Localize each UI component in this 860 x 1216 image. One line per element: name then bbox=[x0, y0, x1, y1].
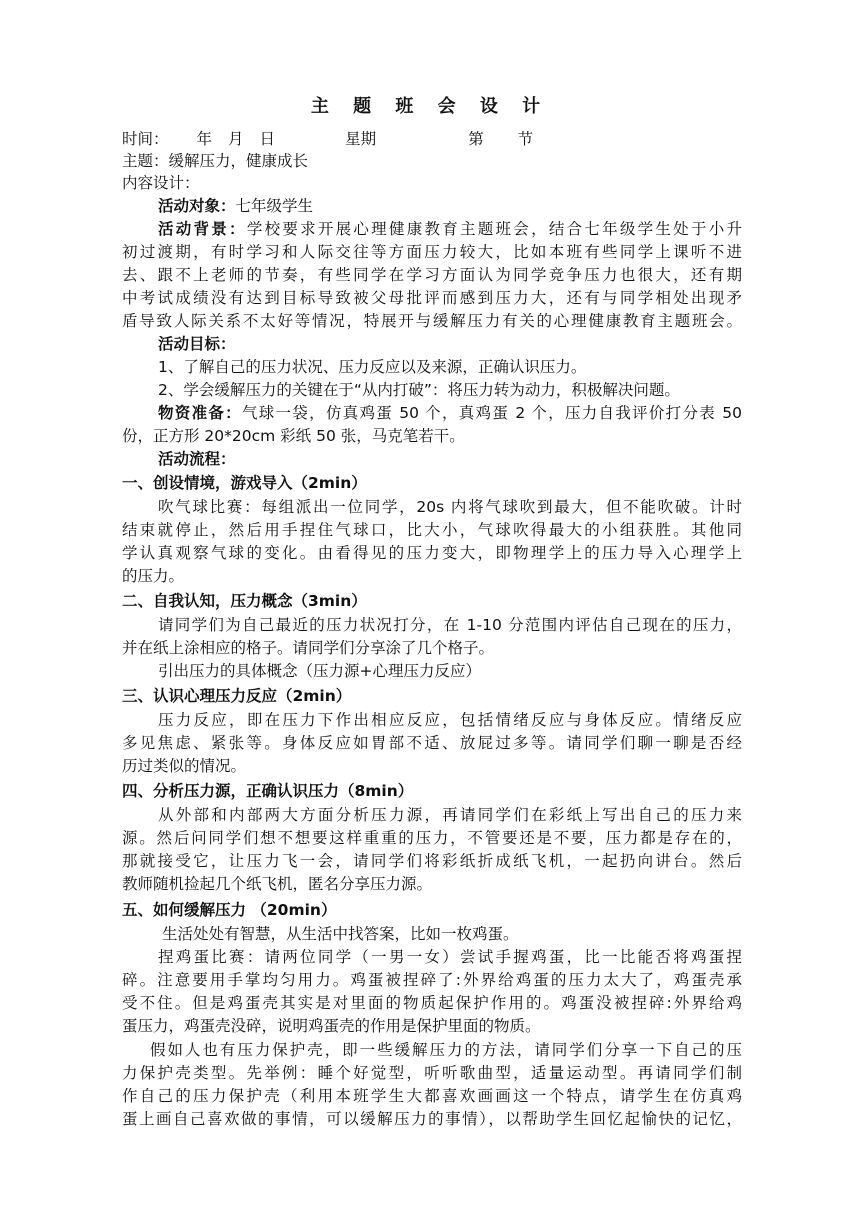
content-label: 内容设计： bbox=[122, 174, 200, 192]
section-2-line-1: 请同学们为自己最近的压力状况打分，在 1-10 分范围内评估自己现在的压力， bbox=[158, 616, 742, 634]
month-label: 月 bbox=[228, 130, 244, 148]
materials-label: 物资准备： bbox=[158, 404, 242, 422]
section-1-line-1: 吹气球比赛：每组派出一位同学，20s 内将气球吹到最大，但不能吹破。计时 bbox=[158, 498, 742, 516]
goal-item-2: 2、学会缓解压力的关键在于“从内打破”：将压力转为动力，积极解决问题。 bbox=[158, 381, 680, 399]
section-2-line-3: 引出压力的具体概念（压力源+心理压力反应） bbox=[158, 662, 481, 680]
goal-item-1: 1、了解自己的压力状况、压力反应以及来源，正确认识压力。 bbox=[158, 358, 587, 376]
document-title: 主 题 班 会 设 计 bbox=[310, 96, 550, 117]
section-5-line-5: 蛋压力，鸡蛋壳没碎，说明鸡蛋壳的作用是保护里面的物质。 bbox=[122, 1017, 541, 1035]
target-line bbox=[158, 195, 778, 217]
section-1-line-4: 的压力。 bbox=[122, 567, 185, 585]
section-5-line-3: 碎。注意要用手掌均匀用力。鸡蛋被捏碎了:外界给鸡蛋的压力太大了，鸡蛋壳承 bbox=[122, 971, 742, 989]
target-label: 活动对象： bbox=[158, 197, 236, 215]
materials-line-2: 份，正方形 20*20cm 彩纸 50 张，马克笔若干。 bbox=[122, 427, 465, 445]
background-line-3: 去、跟不上老师的节奏，有些同学在学习方面认为同学竞争压力也很大，还有期 bbox=[122, 266, 742, 284]
section-1-heading: 一、创设情境，游戏导入（2min） bbox=[122, 474, 367, 492]
time-line bbox=[122, 128, 742, 150]
materials-line-1: 物资准备：气球一袋，仿真鸡蛋 50 个，真鸡蛋 2 个，压力自我评价打分表 50 bbox=[158, 404, 742, 422]
section-5-line-6: 假如人也有压力保护壳，即一些缓解压力的方法，请同学们分享一下自己的压 bbox=[150, 1041, 742, 1059]
target-text: 七年级学生 bbox=[235, 197, 314, 215]
section-4-heading: 四、分析压力源，正确认识压力（8min） bbox=[122, 782, 414, 800]
process-label: 活动流程： bbox=[158, 450, 236, 468]
background-label: 活动背景： bbox=[158, 220, 247, 238]
section-4-line-3: 那就接受它，让压力飞一会，请同学们将彩纸折成纸飞机，一起扔向讲台。然后 bbox=[122, 852, 742, 870]
background-line-1: 活动背景：学校要求开展心理健康教育主题班会，结合七年级学生处于小升 bbox=[158, 220, 742, 238]
section-5-line-8: 作自己的压力保护壳（利用本班学生大都喜欢画画这一个特点，请学生在仿真鸡 bbox=[122, 1087, 742, 1105]
section-1-line-2: 结束就停止，然后用手捏住气球口，比大小，气球吹得最大的小组获胜。其他同 bbox=[122, 521, 742, 539]
goals-label: 活动目标： bbox=[158, 335, 236, 353]
section-5-line-7: 力保护壳类型。先举例：睡个好觉型，听听歌曲型，适量运动型。再请同学们制 bbox=[122, 1064, 742, 1082]
section-5-line-4: 受不住。但是鸡蛋壳其实是对里面的物质起保护作用的。鸡蛋没被捏碎:外界给鸡 bbox=[122, 994, 742, 1012]
theme-line: 主题：缓解压力，健康成长 bbox=[122, 152, 309, 170]
period-jie-label: 节 bbox=[517, 130, 534, 148]
time-label: 时间： bbox=[122, 130, 169, 148]
section-3-line-3: 历过类似的情况。 bbox=[122, 757, 247, 775]
section-4-line-2: 源。然后问同学们想不想要这样重重的压力，不管要还是不要，压力都是存在的， bbox=[122, 829, 742, 847]
section-5-line-1: 生活处处有智慧，从生活中找答案，比如一枚鸡蛋。 bbox=[162, 925, 519, 943]
section-2-line-2: 并在纸上涂相应的格子。请同学们分享涂了几个格子。 bbox=[122, 639, 495, 657]
section-3-line-2: 多见焦虑、紧张等。身体反应如胃部不适、放屁过多等。请同学们聊一聊是否经 bbox=[122, 734, 742, 752]
section-5-heading: 五、如何缓解压力 （20min） bbox=[122, 901, 337, 919]
section-5-line-9: 蛋上画自己喜欢做的事情，可以缓解压力的事情），以帮助学生回忆起愉快的记忆， bbox=[122, 1110, 742, 1128]
week-label: 星期 bbox=[345, 130, 377, 148]
year-label: 年 bbox=[196, 130, 213, 148]
section-4-line-1: 从外部和内部两大方面分析压力源，再请同学们在彩纸上写出自己的压力来 bbox=[158, 806, 742, 824]
day-label: 日 bbox=[259, 130, 276, 148]
section-2-heading: 二、自我认知，压力概念（3min） bbox=[122, 592, 367, 610]
section-3-line-1: 压力反应，即在压力下作出相应反应，包括情绪反应与身体反应。情绪反应 bbox=[158, 711, 742, 729]
section-5-line-2: 捏鸡蛋比赛：请两位同学（一男一女）尝试手握鸡蛋，比一比能否将鸡蛋捏 bbox=[158, 948, 742, 966]
section-1-line-3: 学认真观察气球的变化。由看得见的压力变大，即物理学上的压力导入心理学上 bbox=[122, 544, 742, 562]
period-di-label: 第 bbox=[468, 130, 484, 148]
background-line-4: 中考试成绩没有达到目标导致被父母批评而感到压力大，还有与同学相处出现矛 bbox=[122, 289, 742, 307]
section-4-line-4: 教师随机捡起几个纸飞机，匿名分享压力源。 bbox=[122, 875, 433, 893]
background-line-2: 初过渡期，有时学习和人际交往等方面压力较大，比如本班有些同学上课听不进 bbox=[122, 243, 742, 261]
background-line-5: 盾导致人际关系不太好等情况，特展开与缓解压力有关的心理健康教育主题班会。 bbox=[122, 312, 742, 330]
section-3-heading: 三、认识心理压力反应（2min） bbox=[122, 687, 352, 705]
